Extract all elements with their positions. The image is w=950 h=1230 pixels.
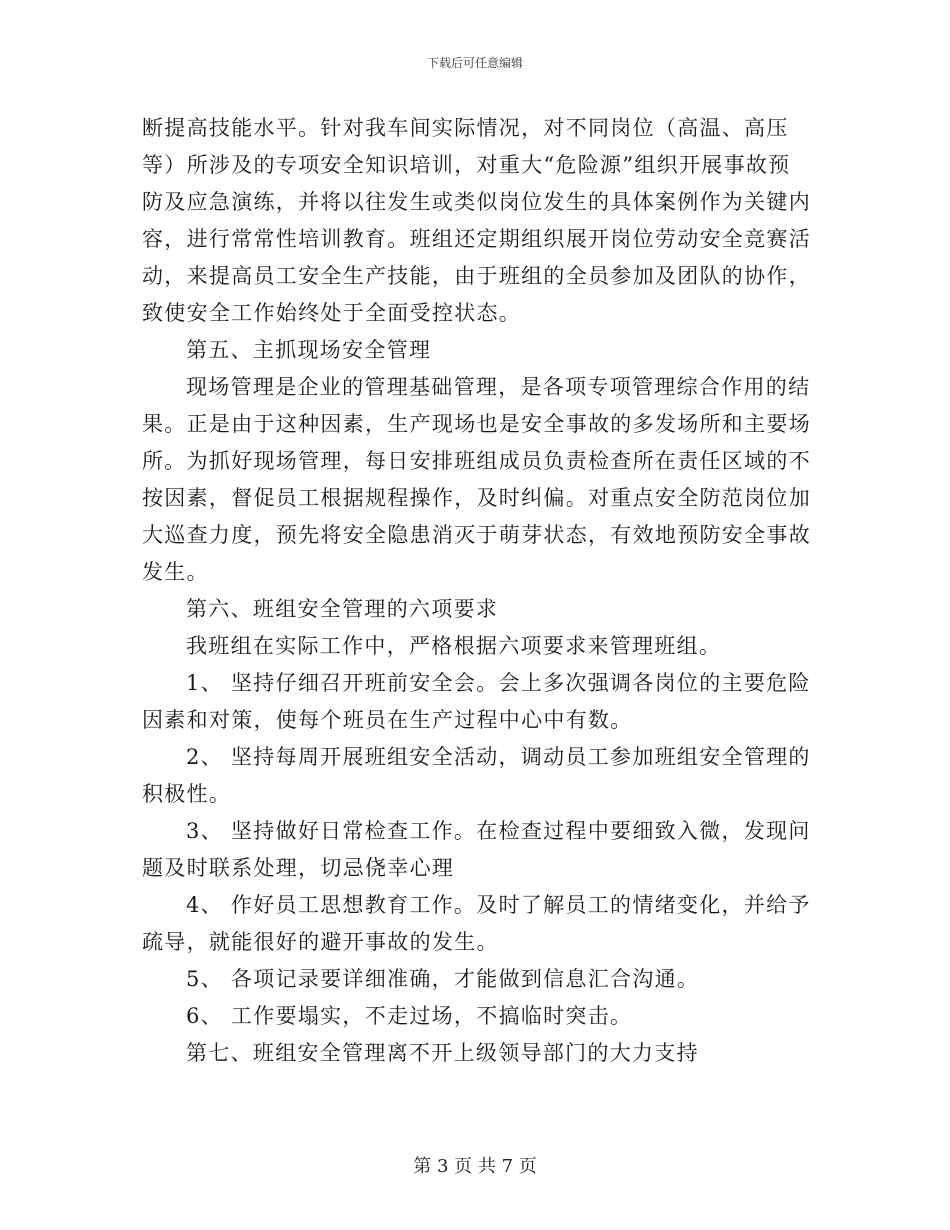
text-line: 疏导，就能很好的避开事故的发生。 (142, 930, 499, 954)
text-line: 4、 作好员工思想教育工作。及时了解员工的情绪变化，并给予 (186, 893, 811, 917)
text-line: 断提高技能水平。针对我车间实际情况，对不同岗位（高温、高压 (142, 116, 789, 140)
list-item (142, 739, 811, 813)
list-item (142, 961, 802, 998)
text-line: 2、 坚持每周开展班组安全活动，调动员工参加班组安全管理的 (186, 745, 811, 769)
text-line: 我班组在实际工作中，严格根据六项要求来管理班组。 (186, 634, 722, 658)
list-item (142, 813, 811, 887)
paragraph (142, 110, 811, 332)
section-heading (142, 332, 802, 369)
text-line: 5、 各项记录要详细准确，才能做到信息汇合沟通。 (186, 967, 700, 991)
text-line: 因素和对策，使每个班员在生产过程中心中有数。 (142, 708, 633, 732)
text-line: 果。正是由于这种因素，生产现场也是安全事故的多发场所和主要场 (142, 412, 811, 436)
list-item (142, 887, 811, 961)
text-line: 所。为抓好现场管理，每日安排班组成员负责检查所在责任区域的不 (142, 449, 811, 473)
paragraph (142, 369, 811, 591)
section-heading-text: 第七、班组安全管理离不开上级领导部门的大力支持 (186, 1041, 699, 1065)
text-line: 1、 坚持仔细召开班前安全会。会上多次强调各岗位的主要危险 (186, 671, 811, 695)
section-heading-text: 第六、班组安全管理的六项要求 (186, 597, 499, 621)
text-line: 大巡查力度，预先将安全隐患消灭于萌芽状态，有效地预防安全事故 (142, 523, 811, 547)
text-line: 等）所涉及的专项安全知识培训，对重大“危险源”组织开展事故预 (142, 153, 791, 177)
text-line: 按因素，督促员工根据规程操作，及时纠偏。对重点安全防范岗位加 (142, 486, 811, 510)
text-line: 容，进行常常性培训教育。班组还定期组织展开岗位劳动安全竞赛活 (142, 227, 811, 251)
text-line: 现场管理是企业的管理基础管理，是各项专项管理综合作用的结 (186, 375, 811, 399)
header-note: 下载后可任意编辑 (426, 56, 523, 70)
text-line: 3、 坚持做好日常检查工作。在检查过程中要细致入微，发现问 (186, 819, 811, 843)
document-body (142, 110, 811, 1072)
text-line: 题及时联系处理，切忌侥幸心理 (142, 856, 455, 880)
text-line: 致使安全工作始终处于全面受控状态。 (142, 301, 522, 325)
list-item (142, 665, 811, 739)
text-line: 发生。 (142, 560, 209, 584)
section-heading (142, 591, 802, 628)
list-item (142, 998, 802, 1035)
text-line: 6、 工作要塌实，不走过场，不搞临时突击。 (186, 1004, 633, 1028)
text-line: 动，来提高员工安全生产技能，由于班组的全员参加及团队的协作， (142, 264, 811, 288)
page-number: 第 3 页 共 7 页 (413, 1156, 537, 1177)
text-line: 积极性。 (142, 782, 232, 806)
section-heading (142, 1035, 802, 1072)
section-heading-text: 第五、主抓现场安全管理 (186, 338, 432, 362)
paragraph (142, 628, 802, 665)
text-line: 防及应急演练，并将以往发生或类似岗位发生的具体案例作为关键内 (142, 190, 811, 214)
